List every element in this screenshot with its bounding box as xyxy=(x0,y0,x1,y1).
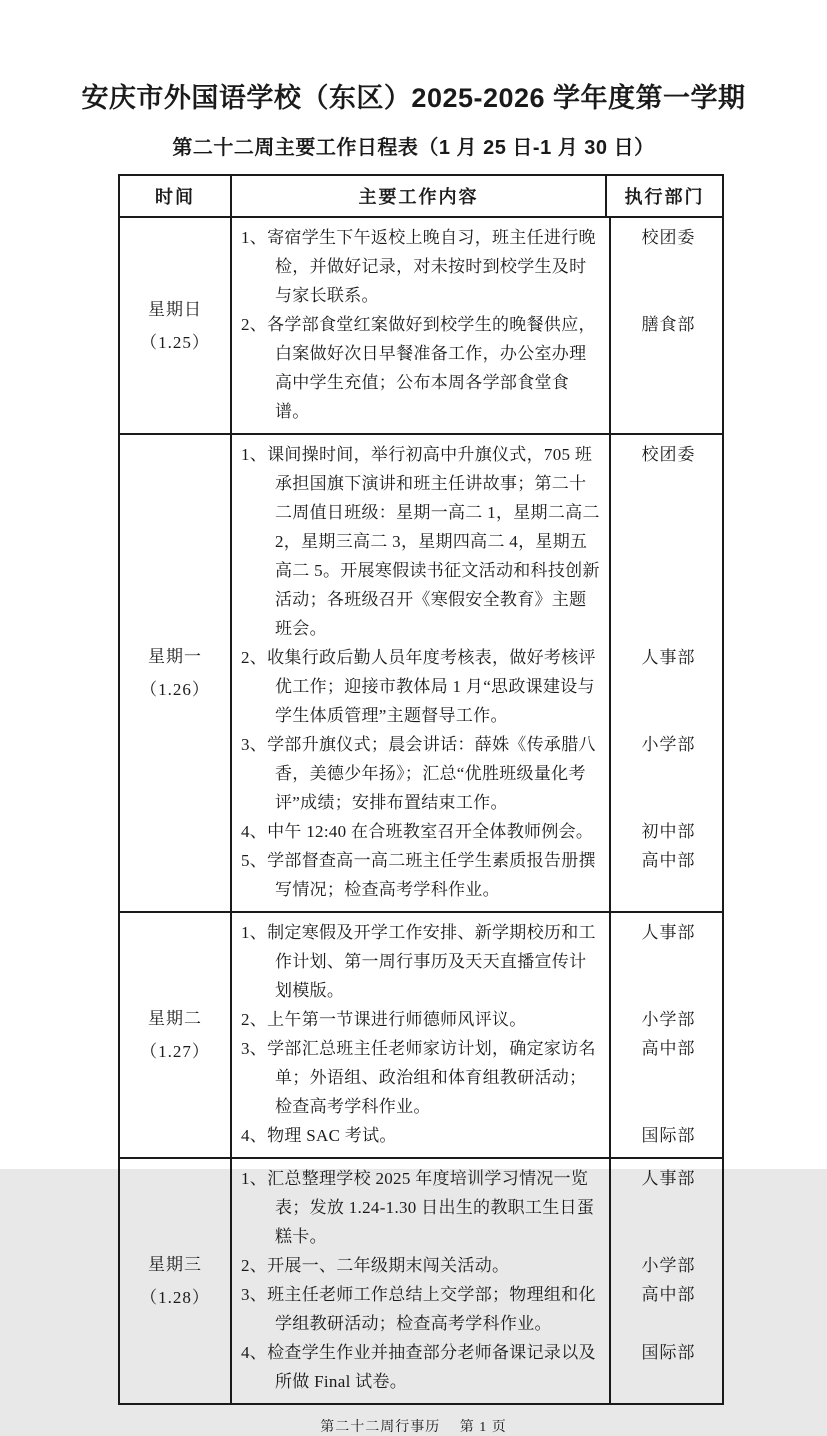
table-row xyxy=(120,911,722,1157)
item-department: 国际部 xyxy=(609,1121,726,1157)
schedule-item xyxy=(232,310,726,433)
day-date: （1.25） xyxy=(140,332,210,352)
schedule-item xyxy=(232,1034,726,1121)
item-department: 人事部 xyxy=(609,643,726,730)
item-text: 学部升旗仪式；晨会讲话：薛姝《传承腊八香，美德少年扬》；汇总“优胜班级量化考评”成绩；安排布置结束工作。 xyxy=(267,735,596,812)
item-number: 1、 xyxy=(241,228,268,247)
header-main-content: 主要工作内容 xyxy=(358,187,479,207)
schedule-item xyxy=(232,643,726,730)
table-body xyxy=(120,218,722,1403)
item-number: 4、 xyxy=(241,1343,268,1362)
item-number: 5、 xyxy=(241,851,268,870)
item-department: 人事部 xyxy=(609,913,726,1005)
item-department: 高中部 xyxy=(609,846,726,911)
schedule-item xyxy=(232,1159,726,1251)
table-header-row xyxy=(120,176,722,218)
item-text: 制定寒假及开学工作安排、新学期校历和工作计划、第一周行事历及天天直播宣传计划模版。 xyxy=(267,923,596,1000)
item-department: 小学部 xyxy=(609,730,726,817)
item-department: 人事部 xyxy=(609,1159,726,1251)
item-number: 1、 xyxy=(241,923,268,942)
item-number: 3、 xyxy=(241,735,268,754)
table-row xyxy=(120,433,722,911)
header-department: 执行部门 xyxy=(605,176,722,216)
item-text: 开展一、二年级期末闯关活动。 xyxy=(267,1256,510,1275)
item-text: 收集行政后勤人员年度考核表，做好考核评优工作；迎接市教体局 1 月“思政课建设与学生体质管理”主题督导工作。 xyxy=(267,648,596,725)
item-department: 小学部 xyxy=(609,1251,726,1280)
item-content xyxy=(232,1251,609,1280)
item-number: 1、 xyxy=(241,445,268,464)
item-text: 检查学生作业并抽查部分老师备课记录以及所做 Final 试卷。 xyxy=(267,1343,596,1391)
item-department: 校团委 xyxy=(609,218,726,310)
day-items xyxy=(232,1159,726,1403)
item-department: 国际部 xyxy=(609,1338,726,1403)
item-text: 各学部食堂红案做好到校学生的晚餐供应，白案做好次日早餐准备工作，办公室办理高中学生充值；公布本周各学部食堂食谱。 xyxy=(267,315,596,421)
item-content xyxy=(232,310,609,433)
schedule-item xyxy=(232,846,726,911)
page-subtitle: 第二十二周主要工作日程表（1 月 25 日-1 月 30 日） xyxy=(172,137,655,159)
item-content xyxy=(232,643,609,730)
item-text: 学部督查高一高二班主任学生素质报告册撰写情况；检查高考学科作业。 xyxy=(267,851,596,899)
item-number: 3、 xyxy=(241,1039,268,1058)
item-number: 4、 xyxy=(241,1126,268,1145)
day-cell xyxy=(120,435,232,911)
item-number: 2、 xyxy=(241,315,268,334)
schedule-item xyxy=(232,218,726,310)
item-content xyxy=(232,913,609,1005)
day-cell xyxy=(120,913,232,1157)
schedule-item xyxy=(232,913,726,1005)
item-department: 校团委 xyxy=(609,435,726,643)
item-content xyxy=(232,817,609,846)
item-text: 中午 12:40 在合班教室召开全体教师例会。 xyxy=(267,822,594,841)
day-date: （1.26） xyxy=(140,680,210,699)
item-text: 寄宿学生下午返校上晚自习，班主任进行晚检，并做好记录，对未按时到校学生及时与家长联系。 xyxy=(267,228,596,305)
item-content xyxy=(232,218,609,310)
item-number: 3、 xyxy=(241,1285,268,1304)
header-time: 时间 xyxy=(120,176,232,216)
item-content xyxy=(232,1159,609,1251)
schedule-item xyxy=(232,817,726,846)
item-department: 高中部 xyxy=(609,1280,726,1338)
day-items xyxy=(232,913,726,1157)
item-content xyxy=(232,1338,609,1403)
day-date: （1.28） xyxy=(140,1288,210,1307)
schedule-table xyxy=(118,174,724,1405)
item-department: 小学部 xyxy=(609,1005,726,1034)
item-text: 上午第一节课进行师德师风评议。 xyxy=(267,1010,527,1029)
schedule-item xyxy=(232,1005,726,1034)
schedule-item xyxy=(232,1121,726,1157)
day-label: 星期日 xyxy=(148,299,202,319)
day-items xyxy=(232,435,726,911)
item-text: 物理 SAC 考试。 xyxy=(267,1126,397,1145)
schedule-item xyxy=(232,1338,726,1403)
day-items xyxy=(232,218,726,433)
page-footer: 第二十二周行事历 第 1 页 xyxy=(320,1420,507,1435)
page-title: 安庆市外国语学校（东区）2025-2026 学年度第一学期 xyxy=(81,83,746,113)
item-number: 2、 xyxy=(241,648,268,667)
item-number: 4、 xyxy=(241,822,268,841)
day-cell xyxy=(120,1159,232,1403)
schedule-item xyxy=(232,730,726,817)
day-date: （1.27） xyxy=(140,1042,210,1061)
item-department: 初中部 xyxy=(609,817,726,846)
item-content xyxy=(232,1034,609,1121)
item-department: 高中部 xyxy=(609,1034,726,1121)
schedule-item xyxy=(232,1251,726,1280)
table-row xyxy=(120,218,722,433)
item-number: 1、 xyxy=(241,1169,268,1188)
item-content xyxy=(232,730,609,817)
item-number: 2、 xyxy=(241,1010,268,1029)
day-label: 星期一 xyxy=(148,647,202,666)
table-row xyxy=(120,1157,722,1403)
item-content xyxy=(232,1280,609,1338)
item-text: 课间操时间，举行初高中升旗仪式，705 班承担国旗下演讲和班主任讲故事；第二十二周值日班级：星期一高二 1，星期二高二 2，星期三高二 3，星期四高二 4，星期五高二 5。开展寒假读书征文活动和科技创新活动；各班级召开《寒假安全教育》主题班会。 xyxy=(267,445,600,638)
item-content xyxy=(232,1121,609,1157)
item-content xyxy=(232,846,609,911)
item-content xyxy=(232,435,609,643)
day-label: 星期二 xyxy=(148,1009,202,1028)
item-content xyxy=(232,1005,609,1034)
item-department: 膳食部 xyxy=(609,310,726,433)
item-text: 班主任老师工作总结上交学部；物理组和化学组教研活动；检查高考学科作业。 xyxy=(267,1285,596,1333)
item-text: 学部汇总班主任老师家访计划，确定家访名单；外语组、政治组和体育组教研活动；检查高考学科作业。 xyxy=(267,1039,596,1116)
schedule-item xyxy=(232,435,726,643)
day-cell xyxy=(120,218,232,433)
item-number: 2、 xyxy=(241,1256,268,1275)
day-label: 星期三 xyxy=(148,1255,202,1274)
item-text: 汇总整理学校 2025 年度培训学习情况一览表；发放 1.24-1.30 日出生的教职工生日蛋糕卡。 xyxy=(267,1169,595,1246)
schedule-item xyxy=(232,1280,726,1338)
